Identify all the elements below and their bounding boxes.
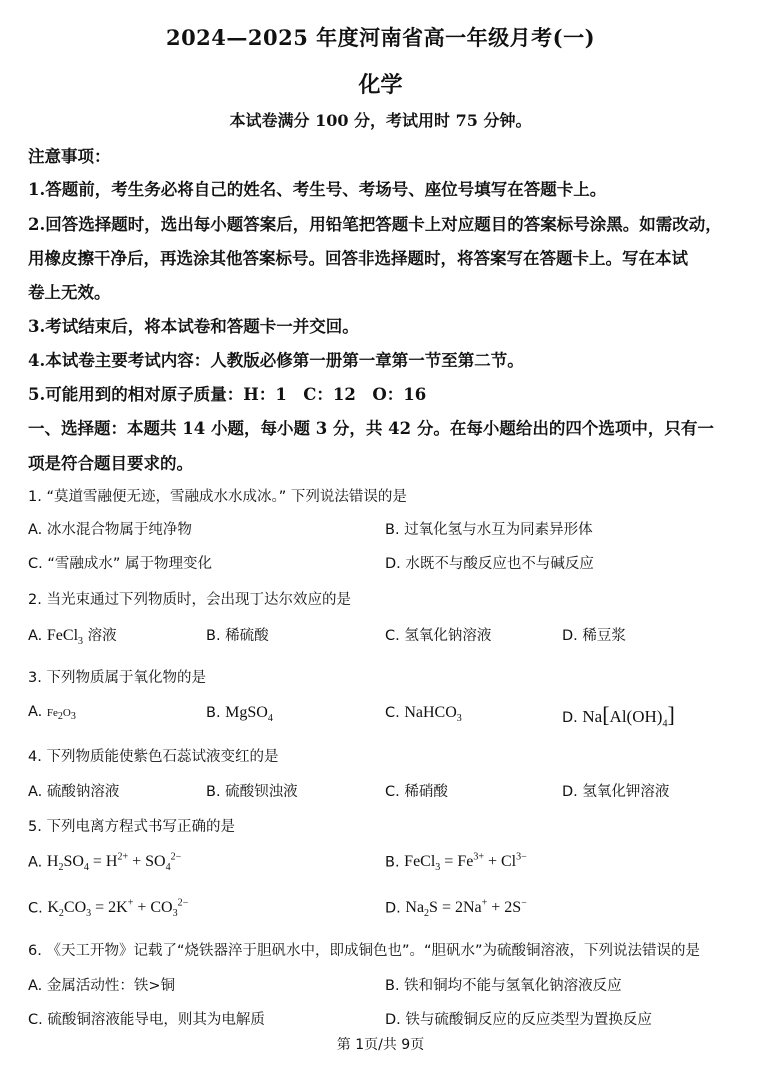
- option-label: D.: [385, 900, 401, 917]
- question-6-option-d: D. 铁与硫酸铜反应的反应类型为置换反应: [385, 1012, 652, 1028]
- option-label: D.: [562, 710, 578, 726]
- section-heading-line2: 项是符合题目要求的。: [28, 454, 193, 473]
- note-item-1: 1.答题前，考生务必将自己的姓名、考生号、考场号、座位号填写在答题卡上。: [28, 180, 607, 199]
- note-item-3: 3.考试结束后，将本试卷和答题卡一并交回。: [28, 317, 359, 336]
- equation-h2so4: $H_2SO_4 = H^{2+} + SO_4^{2-}$: [46, 852, 182, 874]
- question-1-option-a: A. 冰水混合物属于纯净物: [28, 522, 192, 538]
- question-2-stem: 2. 当光束通过下列物质时，会出现丁达尔效应的是: [28, 592, 351, 608]
- option-label: C.: [28, 900, 43, 917]
- question-5-option-b: [385, 852, 527, 874]
- question-5-option-d: [385, 898, 527, 920]
- note-item-2-line2: 用橡皮擦干净后，再选涂其他答案标号。回答非选择题时，将答案写在答题卡上。写在本试: [28, 249, 688, 268]
- option-label: A.: [28, 628, 43, 644]
- question-5-option-a: [28, 852, 181, 874]
- question-6-option-a: A. 金属活动性：铁>铜: [28, 978, 176, 994]
- question-1-stem: 1. “莫道雪融便无迹，雪融成水水成冰。” 下列说法错误的是: [28, 489, 407, 505]
- equation-na2s: $Na_2S = 2Na^+ + 2S^-$: [405, 898, 527, 920]
- option-label: A.: [28, 704, 43, 720]
- question-2-option-a: [28, 624, 117, 647]
- question-4-option-a: A. 硫酸钠溶液: [28, 784, 120, 800]
- formula-fecl3: FeCl$_3$: [46, 627, 84, 648]
- question-4-option-c: C. 稀硝酸: [385, 784, 448, 800]
- question-5-stem: 5. 下列电离方程式书写正确的是: [28, 819, 235, 835]
- formula-naaloh4: $Na[Al(OH)_4]$: [582, 702, 675, 730]
- question-1-option-d: D. 水既不与酸反应也不与碱反应: [385, 556, 594, 572]
- option-label: A.: [28, 854, 43, 871]
- equation-k2co3: $K_2CO_3 = 2K^+ + CO_3^{2-}$: [47, 898, 189, 920]
- equation-fecl3: FeCl$_3$ = $Fe^{3+} + Cl^{3-}$: [404, 852, 527, 874]
- question-4-stem: 4. 下列物质能使紫色石蕊试液变红的是: [28, 749, 279, 765]
- formula-mgso4: MgSO$_4$: [225, 704, 273, 725]
- exam-title: 2024—2025 年度河南省高一年级月考(一): [165, 25, 596, 50]
- option-label: C.: [385, 705, 400, 721]
- exam-info: 本试卷满分 100 分，考试用时 75 分钟。: [229, 111, 532, 130]
- question-3-stem: 3. 下列物质属于氧化物的是: [28, 670, 206, 686]
- note-item-2-line1: 2.回答选择题时，选出每小题答案后，用铅笔把答题卡上对应题目的答案标号涂黑。如需改动，: [28, 215, 722, 234]
- question-4-option-d: D. 氢氧化钾溶液: [562, 784, 670, 800]
- question-3-option-c: [385, 704, 462, 724]
- formula-nahco3: NaHCO$_3$: [404, 704, 462, 725]
- notes-heading: 注意事项：: [28, 147, 111, 166]
- question-5-option-c: [28, 898, 188, 920]
- question-3-option-b: [206, 704, 273, 724]
- question-3-option-a: [28, 704, 76, 722]
- note-item-4: 4.本试卷主要考试内容：人教版必修第一册第一章第一节至第二节。: [28, 351, 524, 370]
- question-3-option-d: [562, 702, 675, 729]
- question-6-option-c: C. 硫酸铜溶液能导电，则其为电解质: [28, 1012, 265, 1028]
- note-item-5: 5.可能用到的相对原子质量：H：1 C：12 O：16: [28, 385, 427, 404]
- question-1-option-c: C. “雪融成水” 属于物理变化: [28, 556, 212, 572]
- question-4-option-b: B. 硫酸钡浊液: [206, 784, 298, 800]
- note-item-2-line3: 卷上无效。: [28, 283, 111, 302]
- question-6-option-b: B. 铁和铜均不能与氢氧化钠溶液反应: [385, 978, 622, 994]
- section-heading-line1: 一、选择题：本题共 14 小题，每小题 3 分，共 42 分。在每小题给出的四个选项中，只有一: [28, 419, 714, 438]
- subject-title: 化学: [358, 72, 403, 98]
- question-1-option-b: B. 过氧化氢与水互为同素异形体: [385, 522, 593, 538]
- question-6-stem: 6. 《天工开物》记载了“烧铁器淬于胆矾水中，即成铜色也”。“胆矾水”为硫酸铜溶液，下列说法错误的是: [28, 943, 700, 959]
- question-2-option-b: B. 稀硫酸: [206, 628, 269, 644]
- page-number: 第 1页/共 9页: [336, 1037, 425, 1053]
- question-2-option-c: C. 氢氧化钠溶液: [385, 628, 492, 644]
- formula-fe2o3: $Fe_2O_3$: [46, 707, 76, 723]
- option-text: 溶液: [87, 628, 117, 644]
- question-2-option-d: D. 稀豆浆: [562, 628, 626, 644]
- option-label: B.: [385, 854, 400, 871]
- option-label: B.: [206, 705, 221, 721]
